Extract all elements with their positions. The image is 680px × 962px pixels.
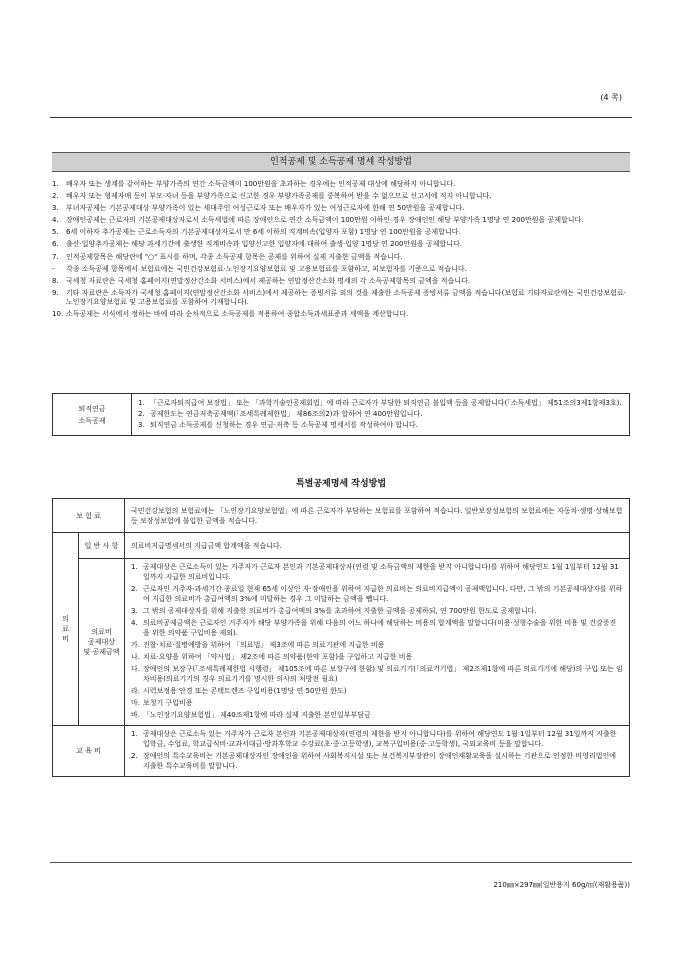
pension-label: 퇴직연금 소득공제: [53, 394, 132, 436]
medical-item: [131, 652, 623, 662]
pension-item-text: 퇴직연금 소득공제를 신청하는 경우 연금·저축 등 소득공제 명세서를 작성하여야 합니다.: [150, 421, 418, 429]
medical-item-number: 마.: [131, 699, 140, 707]
instruction-item: [52, 289, 632, 308]
medical-item-text: 근로자인 거주자·과세기간 종료일 현재 65세 이상인 자·장애인을 위하여 지급한 의료비는 의료비지급액이 공제액입니다. 다만, 그 밖의 기본공제대상자를 위하여 지급한 의료비가 총급여액의 3%에 미달하는 경우 그 미달하는 금액을 뺍니다.: [143, 585, 623, 603]
medical-item-text: 시력보정용 안경 또는 콘택트렌즈 구입비용(1명당 연 50만원 한도): [143, 687, 347, 695]
medical-deduction-content: [125, 559, 630, 726]
pension-item-text: 공제한도는 연금저축공제액(「조세특례제한법」 제86조의2)과 합하여 연 400만원입니다.: [150, 410, 423, 418]
medical-general-label: 일 반 사 항: [79, 533, 125, 559]
medical-item: [131, 664, 623, 684]
medical-item-text: 공제대상은 근로소득이 있는 거주자가 근로자 본인과 기본공제대상자(연령 및 소득금액의 제한을 받지 아니합니다)를 위하여 해당연도 1월 1일부터 12월 31일까지 지급한 의료비입니다.: [143, 563, 619, 581]
pension-table: [52, 393, 630, 436]
special-deduction-table: [52, 498, 630, 777]
instruction-item-text: 국세청 자료란은 국세청 홈페이지(연말정산간소화 서비스)에서 제공하는 연말정산간소화 명세의 각 소득공제항목의 금액을 적습니다.: [66, 276, 471, 285]
instruction-item: [52, 192, 632, 201]
medical-item-text: 진찰·치료·질병예방을 위하여 「의료법」 제3조에 따른 의료기관에 지급한 비용: [143, 641, 385, 649]
instruction-item: [52, 253, 632, 262]
medical-item: [131, 618, 623, 638]
instruction-item: [52, 216, 632, 225]
medical-item: [131, 686, 623, 696]
section2-title: 특별공제명세 작성방법: [295, 479, 387, 489]
medical-item: [131, 584, 623, 604]
instruction-item-number: 5.: [52, 228, 59, 237]
instruction-item-number: -: [52, 264, 55, 273]
medical-item-number: 바.: [131, 711, 140, 719]
medical-item: [131, 710, 623, 720]
instruction-item-text: 기타 자료란은 소득자가 국세청 홈페이지(연말정산간소화 서비스)에서 제공하는 증빙서류 외의 것을 제출한 소득공제 증빙서류 금액을 적습니다(보험료 기타자료란에는 국민건강보험료·노인장기요양보험료 및 고용보험료를 포함하여 기재합니다).: [66, 288, 626, 307]
medical-item-text: 「노인장기요양보험법」 제40조제1항에 따라 실제 지출한 본인일부부담금: [143, 711, 371, 719]
medical-item-number: 2.: [131, 585, 138, 593]
instruction-item-text: 소득공제는 서식에서 정하는 바에 따라 순차적으로 소득공제를 적용하여 종합소득과세표준과 세액을 계산합니다.: [66, 310, 409, 319]
instructions-list: [52, 180, 632, 322]
education-item-text: 장애인의 특수교육비는 기본공제대상자인 장애인을 위하여 사회복지시설 또는 보건복지부장관이 장애인재활교육을 실시하는 기관으로 인정한 비영리법인에 지출한 특수교육비를 말합니다.: [143, 752, 616, 770]
education-item: [131, 729, 623, 749]
instruction-item-text: 배우자 또는 생계를 같이하는 부양가족의 연간 소득금액이 100만원을 초과하는 경우에는 인적공제 대상에 해당하지 아니합니다.: [66, 180, 456, 188]
instruction-item-number: 4.: [52, 216, 59, 225]
education-content: [125, 726, 630, 777]
instruction-item-text: 각종 소득공제 항목에서 보험료에는 국민건강보험료·노인장기요양보험료 및 고용보험료를 포함하고, 피보험자를 기준으로 적습니다.: [66, 264, 467, 273]
instruction-item-number: 6.: [52, 240, 59, 249]
insurance-label: 보 험 료: [53, 499, 125, 533]
medical-item-number: 나.: [131, 653, 140, 661]
medical-label: 의 료 비: [53, 533, 79, 726]
instruction-item: [52, 277, 632, 286]
education-item-number: 1.: [131, 730, 138, 738]
medical-item-text: 그 밖의 공제대상자를 위해 지출한 의료비가 총급여액의 3%를 초과하여 지출한 금액을 공제하되, 연 700만원 한도로 공제합니다.: [143, 607, 537, 615]
education-label: 교 육 비: [53, 726, 125, 777]
instruction-item-number: 10.: [52, 310, 64, 319]
instruction-item-text: 출산·입양추가공제는 해당 과세기간에 출생한 직계비속과 입양신고한 입양자에 대하여 출생·입양 1명당 연 200만원을 공제합니다.: [66, 240, 463, 249]
pension-item-number: 1.: [138, 399, 145, 407]
instruction-item-number: 8.: [52, 276, 59, 285]
page-number: (4 쪽): [600, 93, 622, 102]
instruction-item: [52, 180, 632, 189]
medical-item-text: 장애인의 보장구(「조세특례제한법 시행령」 제105조에 따른 보장구에 한함) 및 의료기기(「의료기기법」 제2조제1항에 따른 의료기기에 해당)의 구입 또는 임차비용(의료기기의 경우 의료기기를 명시한 의사의 처방전 필요): [143, 665, 623, 683]
bottom-divider: [50, 862, 632, 863]
instruction-item: [52, 204, 632, 213]
instruction-item-text: 장애인공제는 근로자의 기본공제대상자로서 소득세법에 따른 장애인으로 연간 소득금액이 100만원 이하인 경우 장애인인 해당 부양가족 1명당 연 200만원을 공제합니다.: [66, 216, 584, 225]
education-item: [131, 751, 623, 771]
medical-item-number: 1.: [131, 563, 138, 571]
instruction-item: [52, 310, 632, 319]
top-divider: [50, 117, 632, 118]
paper-spec: 210㎜×297㎜(일반용지 60g/㎡(재활용품)): [493, 881, 630, 889]
medical-item-number: 라.: [131, 687, 140, 695]
pension-item-number: 3.: [138, 421, 145, 429]
instruction-item: [52, 240, 632, 249]
medical-item-text: 보청기 구입비용: [143, 699, 193, 707]
instruction-item-text: 6세 이하자 추가공제는 근로소득자의 기본공제대상자로서 만 6세 이하의 직계비속(입양자 포함) 1명당 연 100만원을 공제합니다.: [66, 228, 461, 237]
pension-item: [138, 420, 623, 430]
medical-item: [131, 606, 623, 616]
medical-item-number: 다.: [131, 665, 140, 673]
medical-deduction-label: 의료비 공제대상 및 공제금액: [79, 559, 125, 726]
medical-item: [131, 562, 623, 582]
pension-content: [132, 394, 630, 436]
instruction-item: [52, 265, 632, 274]
medical-item: [131, 698, 623, 708]
pension-item: [138, 398, 623, 408]
pension-item-number: 2.: [138, 410, 145, 418]
insurance-text: 국민건강보험의 보험료에는 「노인장기요양보험법」에 따른 근로자가 부담하는 보험료를 포함하여 적습니다. 일반보장성보험의 보험료에는 자동차·생명·상해보험 등 보장성보험에 불입한 금액을 적습니다.: [125, 499, 630, 533]
medical-item-number: 가.: [131, 641, 140, 649]
instruction-item-text: 배우자 또는 형제자매 등이 부모·자녀 등을 부양가족으로 신고한 경우 부양가족공제를 중복하여 받을 수 없으므로 신고서에 적지 아니합니다.: [66, 192, 492, 201]
pension-item-text: 「근로자퇴직급여 보장법」 또는 「과학기술인공제회법」에 따라 근로자가 부담한 퇴직연금 불입액 등을 공제합니다(「소득세법」 제51조의3제1항제3호).: [150, 399, 622, 407]
education-item-text: 공제대상은 근로소득 있는 거주자가 근로자 본인과 기본공제대상자(연령의 제한을 받지 아니합니다)를 위하여 해당연도 1월 1일부터 12월 31일까지 지출한 입학금, 수업료, 학교급식비·교과서대금·방과후학교 수강료(초·중·고등학생), 교복구입비용(중·고등학생), 국외교육비 등을 말합니다.: [143, 730, 617, 748]
instruction-item-number: 2.: [52, 192, 59, 201]
instruction-item-number: 3.: [52, 204, 59, 213]
medical-item-text: 의료비공제금액은 근로자인 거주자가 해당 부양가족을 위해 다음의 어느 하나에 해당하는 비용의 합계액을 말합니다(미용·성형수술을 위한 비용 및 건강증진을 위한 의약품 구입비용 제외).: [143, 619, 617, 637]
instruction-item-number: 7.: [52, 252, 59, 261]
instruction-item-number: 1.: [52, 180, 59, 188]
medical-item: [131, 640, 623, 650]
medical-item-number: 3.: [131, 607, 138, 615]
section1-title: 인적공제 및 소득공제 명세 작성방법: [52, 152, 630, 172]
instruction-item-number: 9.: [52, 288, 59, 297]
education-item-number: 2.: [131, 752, 138, 760]
instruction-item: [52, 228, 632, 237]
instruction-item-text: 인적공제항목은 해당란에 "○" 표시를 하며, 각종 소득공제 항목은 공제를 위하여 실제 지출한 금액을 적습니다.: [66, 252, 403, 261]
medical-general-text: 의료비지급명세서의 지급금액 합계액을 적습니다.: [125, 533, 630, 559]
medical-item-text: 치료·요양을 위하여 「약사법」 제2조에 따른 의약품(한약 포함)을 구입하고 지급한 비용: [143, 653, 413, 661]
instruction-item-text: 부녀자공제는 기본공제대상 부양가족이 있는 세대주인 여성근로자 또는 배우자가 있는 여성근로자에 한해 연 50만원을 공제합니다.: [66, 204, 465, 213]
pension-item: [138, 409, 623, 419]
medical-item-number: 4.: [131, 619, 138, 627]
